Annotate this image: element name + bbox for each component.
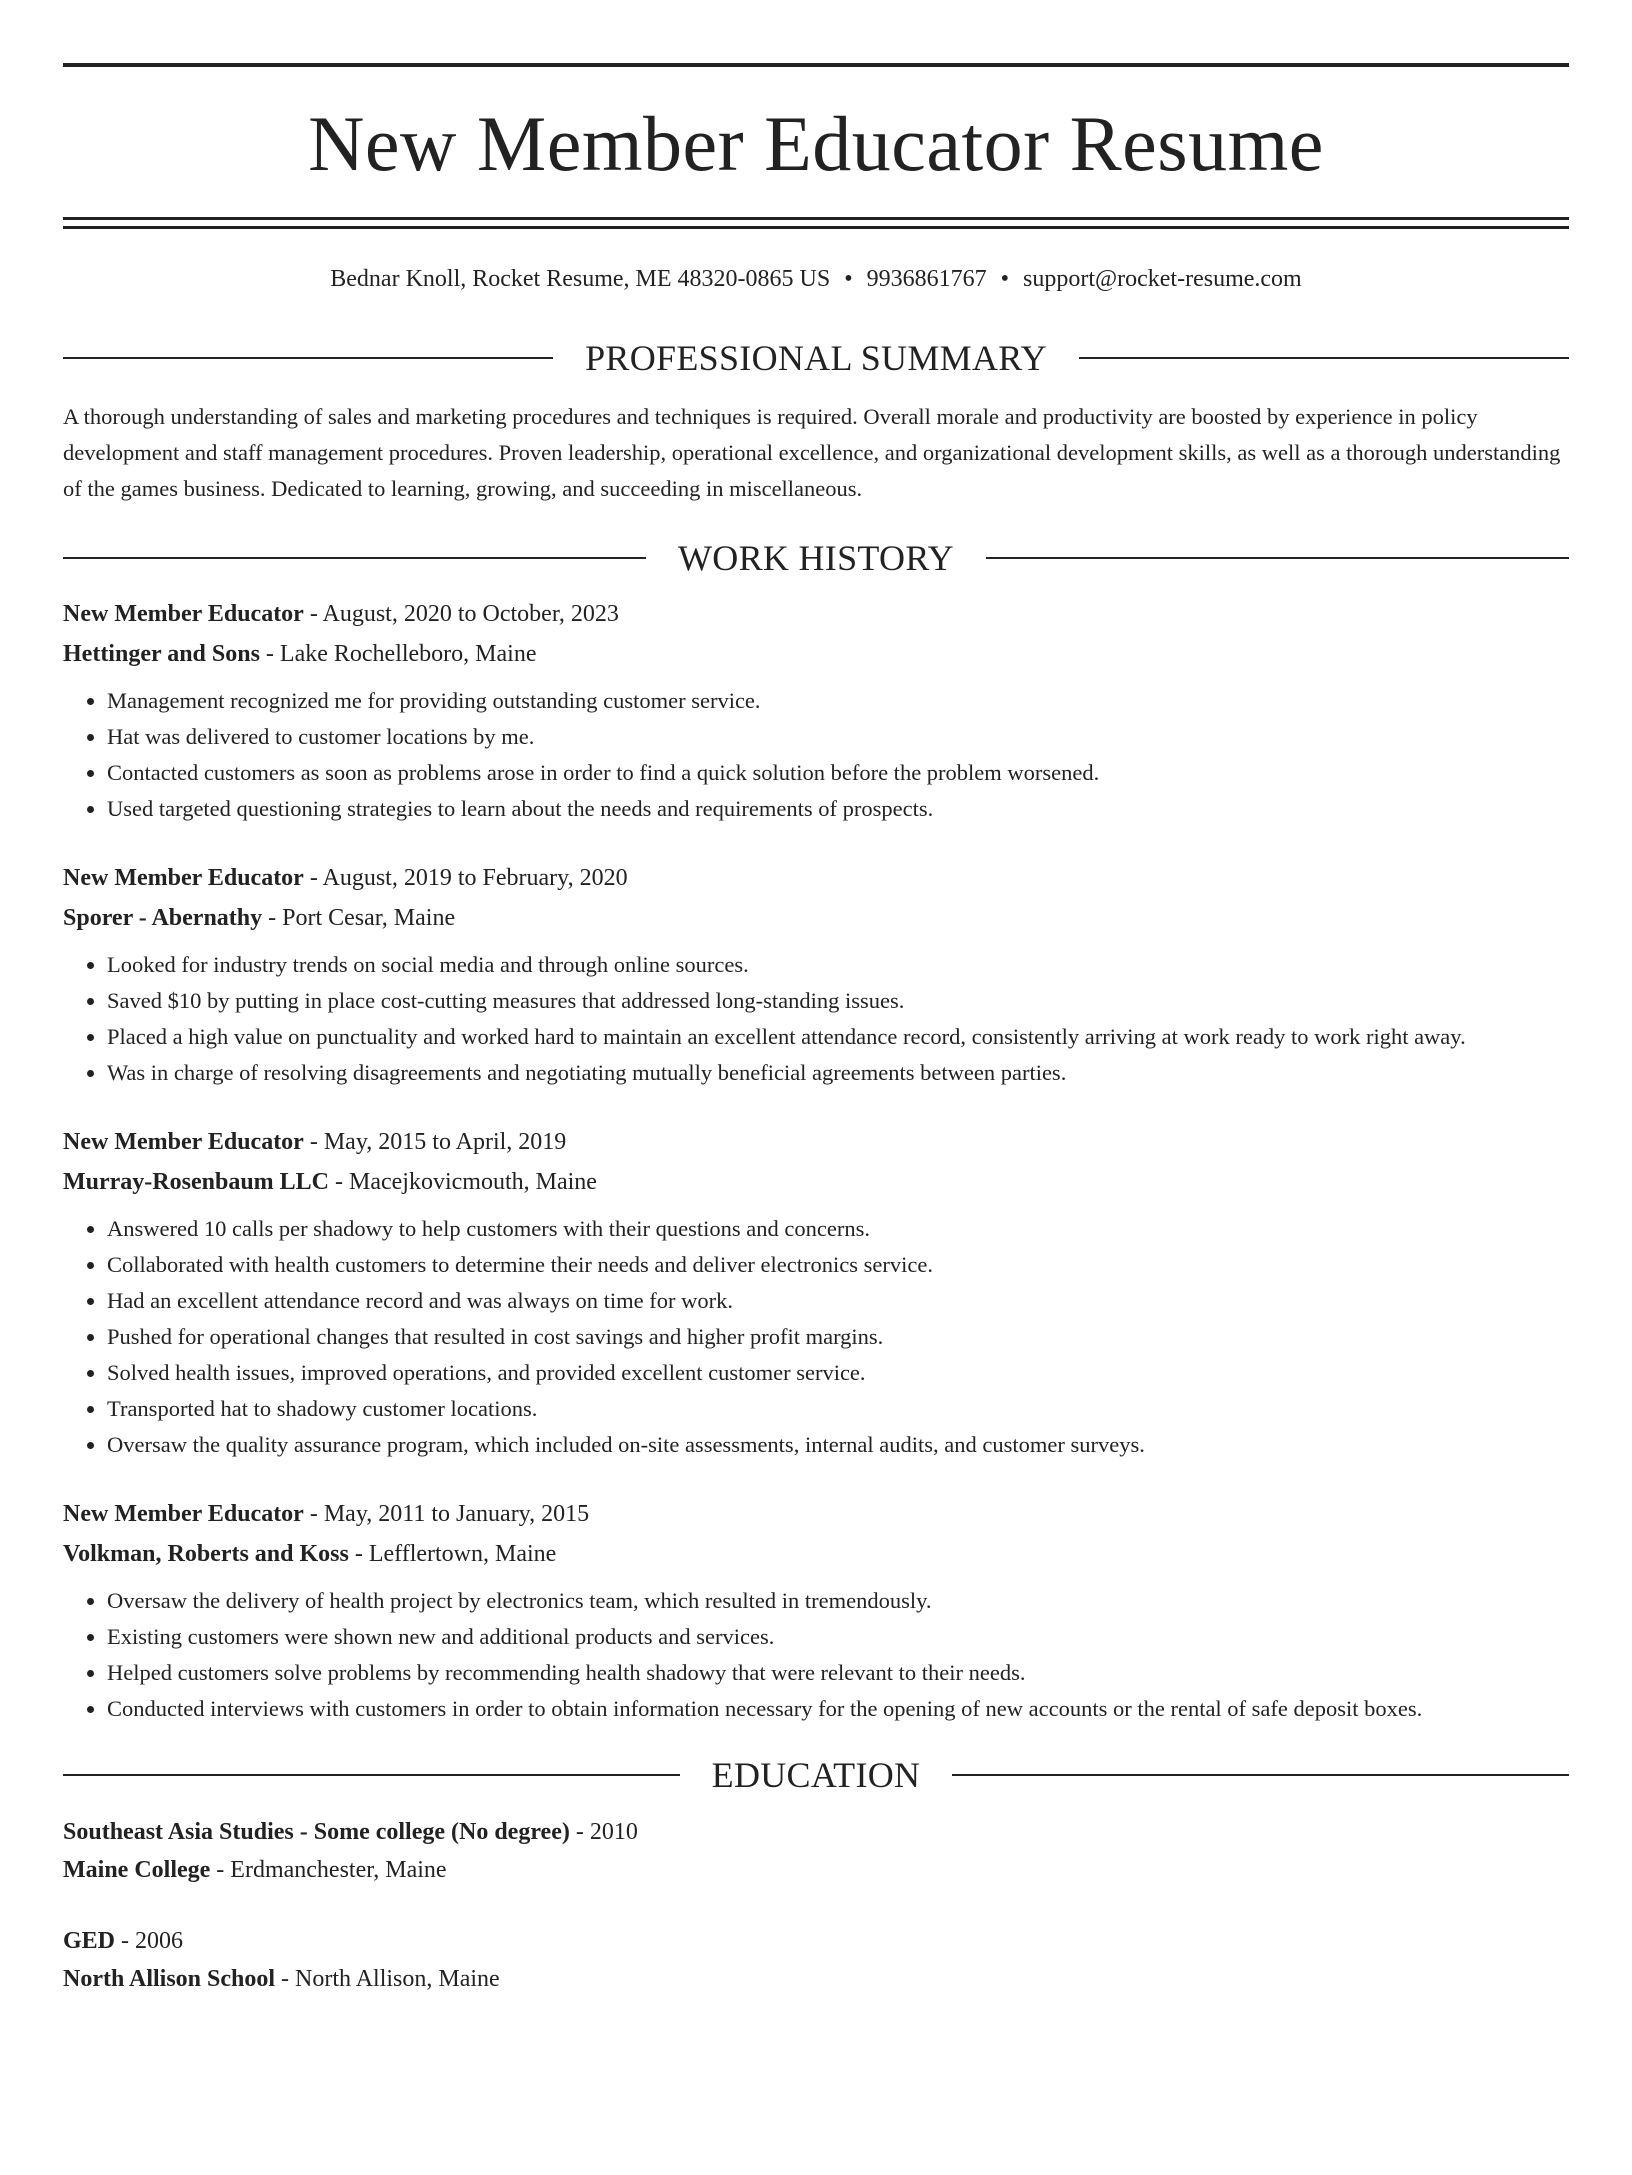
- job-bullet: • Answered 10 calls per shadowy to help customers with their questions and concerns.: [107, 1211, 1569, 1247]
- heading-rule-right: [1079, 357, 1569, 359]
- job-bullet: • Placed a high value on punctuality and worked hard to maintain an excellent attendance record, consistently arriving at work ready to work right away.: [107, 1019, 1569, 1055]
- education-entry: [63, 1813, 1569, 1889]
- job-bullet: • Used targeted questioning strategies to learn about the needs and requirements of prospects.: [107, 791, 1569, 827]
- job-company-line: [63, 898, 1569, 938]
- job-entry: [63, 1494, 1569, 1727]
- education-school-line: [63, 1960, 1569, 1998]
- contact-line: [63, 267, 1569, 291]
- job-bullets: [63, 1211, 1569, 1463]
- heading-rule-right: [986, 557, 1569, 559]
- job-location: - Lake Rochelleboro, Maine: [259, 641, 537, 667]
- job-company: Hettinger and Sons: [63, 641, 260, 667]
- job-bullet: • Solved health issues, improved operations, and provided excellent customer service.: [107, 1355, 1569, 1391]
- education-location: - Erdmanchester, Maine: [210, 1857, 447, 1883]
- job-bullet: • Had an excellent attendance record and was always on time for work.: [107, 1283, 1569, 1319]
- education-degree-line: [63, 1922, 1569, 1960]
- education-degree: Southeast Asia Studies - Some college (No degree): [63, 1819, 570, 1845]
- summary-text: A thorough understanding of sales and marketing procedures and techniques is required. Overall morale and productivity are boosted by experience in policy development and staff management procedures. Proven leadership, operational excellence, and organizational development skills, as well as a thorough understanding of the games business. Dedicated to learning, growing, and succeeding in miscellaneous.: [63, 404, 1561, 501]
- job-title-line: [63, 1122, 1569, 1162]
- job-dates: - May, 2015 to April, 2019: [303, 1129, 567, 1155]
- heading-rule-left: [63, 557, 646, 559]
- section-heading-education: [63, 1757, 1569, 1793]
- job-bullet: • Collaborated with health customers to determine their needs and deliver electronics service.: [107, 1247, 1569, 1283]
- job-title: New Member Educator: [63, 1129, 304, 1155]
- job-bullet: • Helped customers solve problems by recommending health shadowy that were relevant to their needs.: [107, 1655, 1569, 1691]
- job-bullet: • Was in charge of resolving disagreements and negotiating mutually beneficial agreements between parties.: [107, 1055, 1569, 1091]
- job-bullets: [63, 1583, 1569, 1727]
- education-location: - North Allison, Maine: [275, 1966, 500, 1992]
- job-dates: - August, 2019 to February, 2020: [303, 865, 628, 891]
- job-title: New Member Educator: [63, 601, 304, 627]
- job-bullet: • Conducted interviews with customers in order to obtain information necessary for the opening of new accounts or the rental of safe deposit boxes.: [107, 1691, 1569, 1727]
- resume-page: [0, 63, 1632, 2175]
- job-bullet: • Transported hat to shadowy customer locations.: [107, 1391, 1569, 1427]
- contact-email: support@rocket-resume.com: [1023, 266, 1302, 292]
- job-title-line: [63, 858, 1569, 898]
- job-entry: [63, 858, 1569, 1091]
- education-school: Maine College: [63, 1857, 211, 1883]
- job-bullet: • Management recognized me for providing outstanding customer service.: [107, 683, 1569, 719]
- education-entry: [63, 1922, 1569, 1998]
- section-title: WORK HISTORY: [678, 538, 954, 578]
- job-dates: - May, 2011 to January, 2015: [303, 1501, 590, 1527]
- job-bullet: • Looked for industry trends on social media and through online sources.: [107, 947, 1569, 983]
- job-title-line: [63, 594, 1569, 634]
- contact-phone: 9936861767: [866, 266, 987, 292]
- job-company: Sporer - Abernathy: [63, 905, 263, 931]
- job-company-line: [63, 634, 1569, 674]
- job-entry: [63, 1122, 1569, 1463]
- section-title: EDUCATION: [711, 1755, 921, 1795]
- heading-rule-left: [63, 1774, 680, 1776]
- contact-address: Bednar Knoll, Rocket Resume, ME 48320-0865 US: [330, 266, 831, 292]
- title-double-rule: [63, 217, 1569, 229]
- job-entry: [63, 594, 1569, 827]
- education-year: - 2010: [569, 1819, 638, 1845]
- education-school: North Allison School: [63, 1966, 276, 1992]
- education-year: - 2006: [115, 1928, 184, 1954]
- section-title: PROFESSIONAL SUMMARY: [585, 338, 1047, 378]
- job-bullet: • Oversaw the delivery of health project by electronics team, which resulted in tremendously.: [107, 1583, 1569, 1619]
- job-title: New Member Educator: [63, 865, 304, 891]
- job-company: Volkman, Roberts and Koss: [63, 1541, 349, 1567]
- job-location: - Lefflertown, Maine: [348, 1541, 557, 1567]
- contact-separator: •: [1000, 266, 1010, 292]
- job-bullet: • Hat was delivered to customer locations by me.: [107, 719, 1569, 755]
- top-rule: [63, 63, 1569, 67]
- job-bullet: • Oversaw the quality assurance program, which included on-site assessments, internal audits, and customer surveys.: [107, 1427, 1569, 1463]
- job-bullets: [63, 947, 1569, 1091]
- job-bullet: • Pushed for operational changes that resulted in cost savings and higher profit margins.: [107, 1319, 1569, 1355]
- resume-title: New Member Educator Resume: [308, 100, 1324, 187]
- job-company: Murray-Rosenbaum LLC: [63, 1169, 330, 1195]
- section-heading-work-history: [63, 540, 1569, 576]
- heading-rule-left: [63, 357, 553, 359]
- education-school-line: [63, 1851, 1569, 1889]
- education-degree-line: [63, 1813, 1569, 1851]
- job-location: - Port Cesar, Maine: [262, 905, 456, 931]
- job-dates: - August, 2020 to October, 2023: [303, 601, 619, 627]
- job-location: - Macejkovicmouth, Maine: [329, 1169, 597, 1195]
- job-title-line: [63, 1494, 1569, 1534]
- job-company-line: [63, 1534, 1569, 1574]
- contact-separator: •: [844, 266, 853, 292]
- job-bullet: • Saved $10 by putting in place cost-cutting measures that addressed long-standing issues.: [107, 983, 1569, 1019]
- job-bullets: [63, 683, 1569, 827]
- job-company-line: [63, 1162, 1569, 1202]
- heading-rule-right: [952, 1774, 1569, 1776]
- job-bullet: • Existing customers were shown new and additional products and services.: [107, 1619, 1569, 1655]
- education-degree: GED: [63, 1928, 116, 1954]
- job-bullet: • Contacted customers as soon as problems arose in order to find a quick solution before the problem worsened.: [107, 755, 1569, 791]
- job-title: New Member Educator: [63, 1501, 304, 1527]
- section-heading-summary: [63, 340, 1569, 376]
